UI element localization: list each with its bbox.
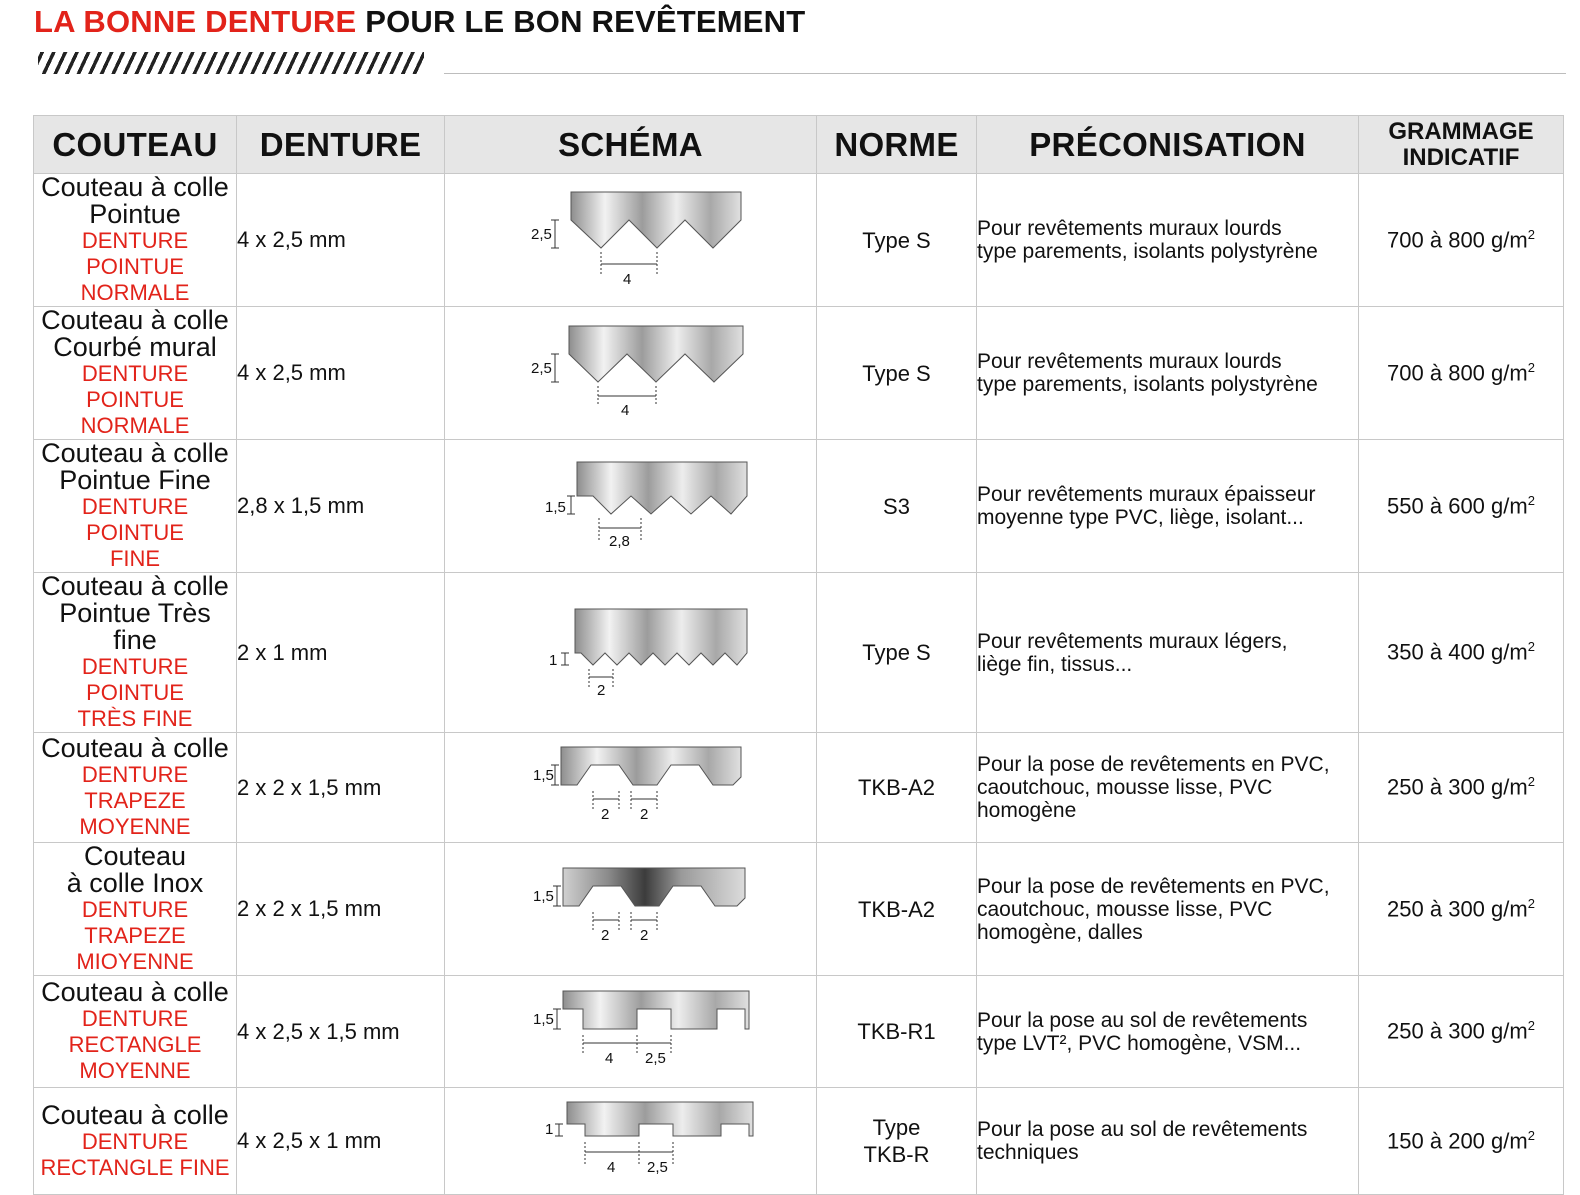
preconisation-line: moyenne type PVC, liège, isolant... [977,506,1304,529]
knife-name: Couteau [83,841,187,871]
grammage-value: 700 à 800 g/m [1387,227,1528,253]
table-row [34,573,1564,733]
preconisation-line: Pour revêtements muraux lourds [977,350,1282,373]
preconisation-line: type parements, isolants polystyrène [977,373,1318,396]
knife-name: Couteau à colle [41,571,229,601]
denture-type: NORMALE [80,280,190,305]
height-label: 1,5 [532,766,554,784]
unit-exponent: 2 [1527,492,1535,508]
norme-value: S3 [883,493,910,519]
unit-exponent: 2 [1527,1127,1535,1143]
tooth-profile-diagram [501,743,761,833]
knife-cell [34,307,237,440]
height-label: 2,5 [530,226,552,243]
denture-type: RECTANGLE FINE [40,1154,230,1180]
table-row [34,733,1564,843]
preconisation [977,440,1359,573]
height-label: 1 [548,651,557,669]
knife-name: Couteau à colle [41,172,229,202]
knife-name: Couteau à colle [41,305,229,335]
dimensions: 2 x 1 mm [237,573,445,733]
preconisation-line: Pour la pose au sol de revêtements [977,1118,1308,1141]
grammage-value: 150 à 200 g/m [1387,1128,1528,1154]
norme-value: TKB-R [863,1142,930,1167]
knife-name: Couteau à colle [41,977,229,1007]
schema-cell [445,976,817,1088]
preconisation-line: type parements, isolants polystyrène [977,240,1318,263]
grammage-value: 250 à 300 g/m [1387,1018,1528,1044]
denture-type: TRÈS FINE [77,706,193,731]
grammage [1359,843,1564,976]
gap-label: 2 [639,805,648,823]
grammage [1359,733,1564,843]
denture-type: FINE [109,546,161,571]
grammage-value: 250 à 300 g/m [1387,774,1528,800]
unit-exponent: 2 [1527,359,1535,375]
schema-cell [445,573,817,733]
gap-label: 2 [639,927,648,944]
grammage [1359,1088,1564,1195]
header-denture: DENTURE [237,116,445,174]
denture-type: DENTURE TRAPEZE [81,762,189,813]
dimensions: 2,8 x 1,5 mm [237,440,445,573]
denture-type: DENTURE [81,1128,189,1154]
preconisation [977,733,1359,843]
width-label: 4 [606,1159,615,1176]
dimensions: 4 x 2,5 mm [237,174,445,307]
knife-name: Couteau à colle [41,733,229,763]
tooth-profile-diagram [501,324,761,422]
preconisation [977,307,1359,440]
norme [817,976,977,1088]
preconisation-line: Pour la pose au sol de revêtements [977,1008,1308,1032]
denture-type: RECTANGLE [68,1032,202,1057]
preconisation-line: Pour la pose de revêtements en PVC, [977,874,1330,898]
grammage [1359,976,1564,1088]
table-row [34,307,1564,440]
norme-value: TKB-A2 [857,896,936,922]
grammage-value: 350 à 400 g/m [1387,639,1528,665]
denture-type: DENTURE TRAPEZE [81,897,189,948]
knife-name: Pointue [89,199,181,229]
header-row [34,116,1564,174]
page-title [34,4,805,40]
title-highlight: LA BONNE DENTURE [34,4,357,39]
dimensions: 4 x 2,5 mm [237,307,445,440]
title-rest: POUR LE BON REVÊTEMENT [365,4,806,39]
width-label: 4 [620,402,629,419]
preconisation [977,976,1359,1088]
gap-label: 2,5 [646,1159,668,1176]
knife-cell [34,1088,237,1195]
preconisation [977,1088,1359,1195]
grammage [1359,573,1564,733]
header-grammage [1359,116,1564,174]
knife-name: Pointue Très fine [59,598,211,655]
table-row [34,1088,1564,1195]
unit-exponent: 2 [1527,226,1535,242]
schema-cell [445,174,817,307]
grammage-value: 550 à 600 g/m [1387,493,1528,519]
table-row [34,976,1564,1088]
dimensions: 4 x 2,5 x 1 mm [237,1088,445,1195]
knife-name: Pointue Fine [59,465,211,495]
unit-exponent: 2 [1527,639,1535,655]
header-norme: NORME [817,116,977,174]
norme [817,1088,977,1195]
knife-cell [34,174,237,307]
unit-exponent: 2 [1527,774,1535,790]
grammage [1359,440,1564,573]
header-grammage-line1: GRAMMAGE [1388,117,1534,145]
preconisation-line: homogène [977,799,1077,822]
dimensions: 4 x 2,5 x 1,5 mm [237,976,445,1088]
grammage-value: 250 à 300 g/m [1387,896,1528,922]
denture-type: MOYENNE [79,814,191,839]
dimensions: 2 x 2 x 1,5 mm [237,733,445,843]
unit-exponent: 2 [1527,895,1535,911]
tooth-profile-diagram [501,864,761,954]
preconisation-line: Pour la pose de revêtements en PVC, [977,753,1330,776]
preconisation [977,174,1359,307]
norme-value: TKB-A2 [857,775,936,800]
dimensions: 2 x 2 x 1,5 mm [237,843,445,976]
norme [817,843,977,976]
denture-type: DENTURE POINTUE [81,361,189,412]
table-row [34,440,1564,573]
norme-value: TKB-R1 [857,1019,936,1044]
tooth-profile-diagram [501,458,761,554]
knife-cell [34,843,237,976]
header-grammage-line2: INDICATIF [1402,143,1520,171]
tooth-profile-diagram [501,1096,761,1186]
norme [817,440,977,573]
preconisation-line: liège fin, tissus... [977,652,1133,676]
grammage-value: 700 à 800 g/m [1387,360,1528,386]
width-label: 2 [596,681,605,699]
norme [817,573,977,733]
norme [817,174,977,307]
height-label: 2,5 [530,360,552,377]
knife-name: Couteau à colle [41,438,229,468]
header-preconisation: PRÉCONISATION [977,116,1359,174]
gap-label: 2,5 [644,1049,666,1067]
denture-type: DENTURE POINTUE [81,494,189,545]
preconisation-line: caoutchouc, mousse lisse, PVC [977,776,1273,799]
height-label: 1,5 [532,1010,554,1028]
tooth-profile-diagram [501,190,761,290]
height-label: 1,5 [544,499,566,516]
norme-value: Type S [862,227,931,253]
norme-value: Type S [862,640,931,665]
schema-cell [445,1088,817,1195]
header-schema: SCHÉMA [445,116,817,174]
unit-exponent: 2 [1527,1018,1535,1034]
preconisation-line: Pour revêtements muraux épaisseur [977,483,1316,506]
tooth-profile-diagram [501,987,761,1077]
schema-cell [445,440,817,573]
schema-cell [445,843,817,976]
norme-value: Type S [862,360,931,386]
preconisation-line: techniques [977,1141,1079,1164]
denture-type: DENTURE [81,1006,189,1031]
knife-cell [34,573,237,733]
denture-type: DENTURE POINTUE [81,654,189,705]
width-label: 2 [600,805,609,823]
denture-type: MOYENNE [79,1058,191,1083]
grammage [1359,174,1564,307]
preconisation [977,573,1359,733]
knife-cell [34,733,237,843]
title-rule [444,73,1566,74]
grammage [1359,307,1564,440]
denture-type: DENTURE POINTUE [81,228,189,279]
norme [817,733,977,843]
width-label: 2,8 [608,533,630,550]
norme [817,307,977,440]
denture-table [33,115,1564,1195]
preconisation-line: caoutchouc, mousse lisse, PVC [977,897,1273,921]
table-row [34,843,1564,976]
preconisation-line: Pour revêtements muraux légers, [977,629,1288,653]
width-label: 4 [622,271,631,288]
height-label: 1,5 [532,888,554,905]
hatch-decoration [38,52,424,74]
schema-cell [445,307,817,440]
width-label: 2 [600,927,609,944]
tooth-profile-diagram [501,605,761,701]
knife-name: Couteau à colle [41,1099,229,1130]
denture-type: MIOYENNE [76,949,194,974]
header-couteau: COUTEAU [34,116,237,174]
preconisation-line: Pour revêtements muraux lourds [977,217,1282,240]
knife-cell [34,440,237,573]
knife-name: Courbé mural [53,332,217,362]
preconisation-line: homogène, dalles [977,920,1143,944]
knife-name: à colle Inox [66,868,204,898]
denture-type: NORMALE [80,413,190,438]
table-row [34,174,1564,307]
width-label: 4 [604,1049,613,1067]
preconisation [977,843,1359,976]
norme-value: Type [872,1115,921,1140]
height-label: 1 [544,1121,553,1138]
schema-cell [445,733,817,843]
preconisation-line: type LVT², PVC homogène, VSM... [977,1031,1302,1055]
knife-cell [34,976,237,1088]
